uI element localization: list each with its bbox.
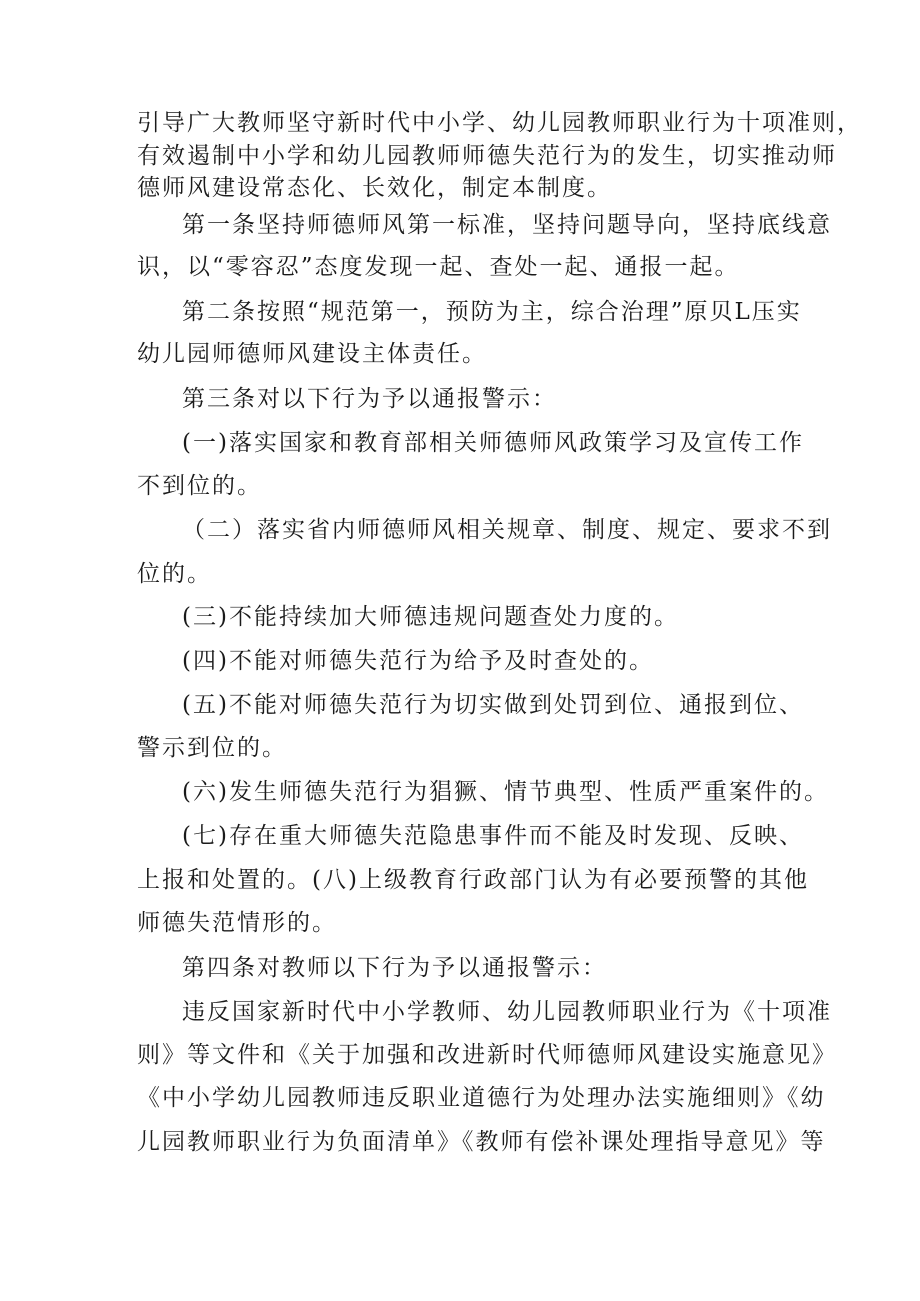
clause-7-line: (七)存在重大师德失范隐患事件而不能及时发现、反映、 bbox=[182, 823, 804, 849]
clause-5-line: 警示到位的。 bbox=[137, 735, 287, 761]
article-4-body-line: 违反国家新时代中小学教师、幼儿园教师职业行为《十项准 bbox=[182, 999, 832, 1025]
clause-7-8-line: 上报和处置的。(八)上级教育行政部门认为有必要预警的其他 bbox=[137, 867, 809, 893]
article-1-line: 第一条坚持师德师风第一标准，坚持问题导向，坚持底线意 bbox=[182, 212, 832, 238]
article-2-line: 幼儿园师德师风建设主体责任。 bbox=[137, 341, 487, 367]
clause-8-line: 师德失范情形的。 bbox=[137, 910, 337, 936]
paragraph-intro-line: 有效遏制中小学和幼儿园教师师德失范行为的发生，切实推动师 bbox=[137, 143, 837, 169]
article-1-line: 识，以“零容忍”态度发现一起、查处一起、通报一起。 bbox=[137, 254, 740, 280]
article-2-line: 第二条按照“规范第一，预防为主，综合治理”原贝L压实 bbox=[182, 299, 802, 325]
article-4-body-line: 则》等文件和《关于加强和改进新时代师德师风建设实施意见》 bbox=[137, 1042, 837, 1068]
clause-6-line: (六)发生师德失范行为猖獗、情节典型、性质严重案件的。 bbox=[182, 779, 829, 805]
clause-4-line: (四)不能对师德失范行为给予及时查处的。 bbox=[182, 648, 654, 674]
clause-1-line: (一)落实国家和教育部相关师德师风政策学习及宣传工作 bbox=[182, 430, 804, 456]
clause-2-line: 位的。 bbox=[137, 561, 212, 587]
paragraph-intro-line: 引导广大教师坚守新时代中小学、幼儿园教师职业行为十项准则， bbox=[137, 110, 862, 136]
clause-5-line: (五)不能对师德失范行为切实做到处罚到位、通报到位、 bbox=[182, 692, 804, 718]
paragraph-intro-line: 德师风建设常态化、长效化，制定本制度。 bbox=[137, 175, 612, 201]
clause-3-line: (三)不能持续加大师德违规问题查处力度的。 bbox=[182, 604, 679, 630]
article-4-body-line: 儿园教师职业行为负面清单》《教师有偿补课处理指导意见》等 bbox=[137, 1129, 826, 1155]
article-4-heading: 第四条对教师以下行为予以通报警示： bbox=[182, 955, 607, 981]
clause-1-line: 不到位的。 bbox=[137, 473, 262, 499]
clause-2-line: （二）落实省内师德师风相关规章、制度、规定、要求不到 bbox=[182, 517, 832, 543]
article-3-heading: 第三条对以下行为予以通报警示： bbox=[182, 386, 557, 412]
article-4-body-line: 《中小学幼儿园教师违反职业道德行为处理办法实施细则》《幼 bbox=[137, 1085, 826, 1111]
